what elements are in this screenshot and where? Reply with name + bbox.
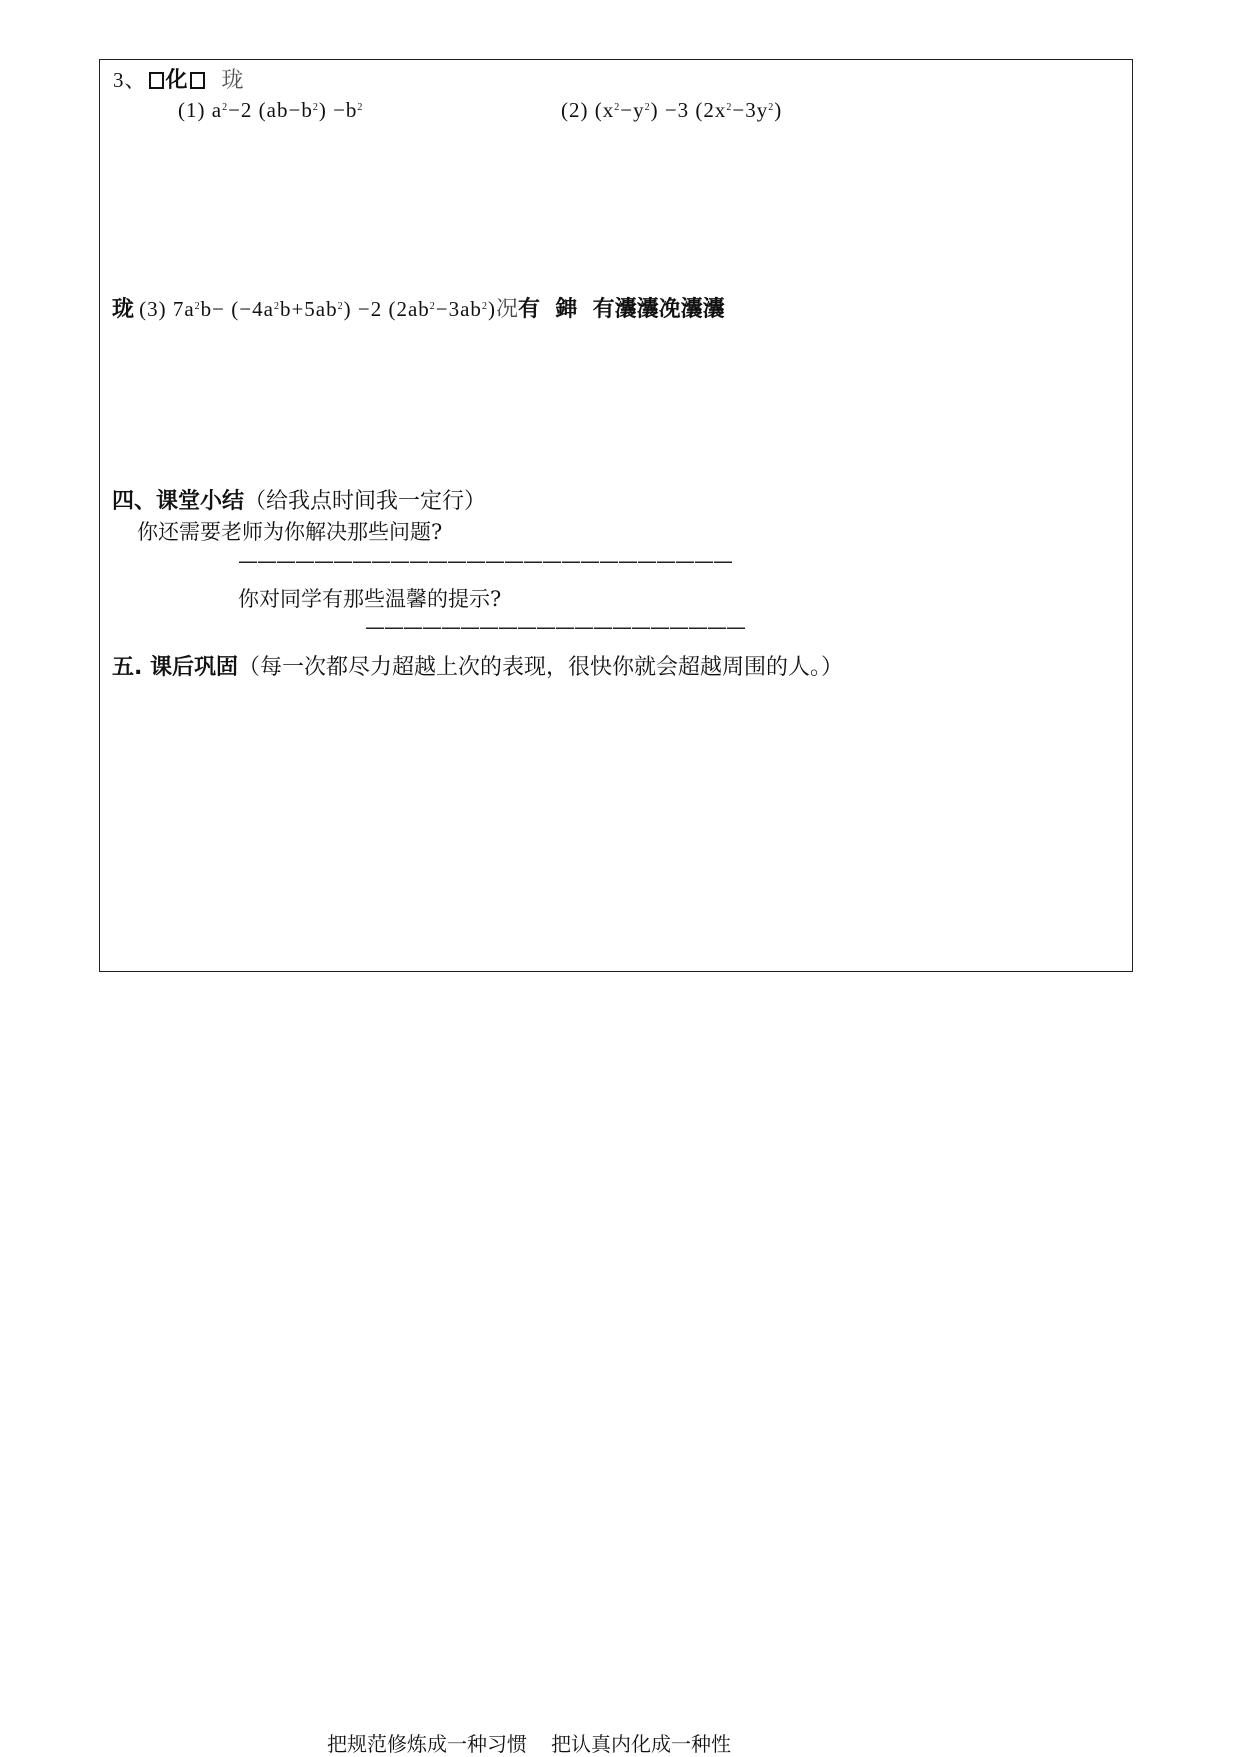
answer-line-2: ———————————————————— (365, 615, 745, 639)
p3-exp: 2 (337, 301, 344, 312)
p3-mid2: b+5ab (279, 297, 338, 321)
p2-mid2: ) −3 (2x (650, 98, 727, 122)
section5-note: （每一次都尽力超越上次的表现，很快你就会超越周围的人。） (238, 655, 844, 680)
p1-prefix: (1) a (178, 98, 223, 122)
p3-exp: 2 (481, 301, 488, 312)
p3-exp: 2 (194, 301, 201, 312)
section3-title-mid: 化 (165, 68, 188, 93)
p2-exp: 2 (726, 102, 733, 113)
p2-mid3: −3y (732, 98, 769, 122)
p1-mid2: ) −b (318, 98, 358, 122)
p3-exp: 2 (273, 301, 280, 312)
p3-lead: 珑 (112, 297, 135, 322)
p2-exp: 2 (614, 102, 621, 113)
p2-exp: 2 (768, 102, 775, 113)
section4-heading-line (112, 484, 486, 515)
p3-exp: 2 (429, 301, 436, 312)
p3-mid3: ) −2 (2ab (343, 297, 430, 321)
section3-heading (113, 63, 244, 94)
p3-expression (139, 297, 496, 321)
p3-mid4: −3ab (435, 297, 482, 321)
p3-tail-light: 况 (495, 297, 518, 322)
p1-exp: 2 (357, 102, 364, 113)
p2-exp: 2 (644, 102, 651, 113)
section3-title-tail: 珑 (221, 68, 244, 93)
section5-heading: 五. 课后巩固 (112, 655, 239, 680)
p1-mid1: −2 (ab−b (228, 98, 313, 122)
section4-note: （给我点时间我一定行） (244, 489, 487, 514)
p2-prefix: (2) (x (561, 98, 615, 122)
p3-prefix: (3) 7a (139, 297, 195, 321)
missing-glyph-box (190, 72, 205, 89)
p3-end: ) (487, 297, 496, 321)
footer-right: 把认真内化成一种性 (551, 1732, 731, 1756)
section4-heading: 四、课堂小结 (112, 489, 245, 514)
p3-tail-bold: 有 鋛 有灢灢凂灢灢 (517, 297, 725, 322)
problem-3 (112, 292, 725, 323)
problem-2 (561, 98, 782, 123)
section4-question-2: 你对同学有那些温馨的提示? (238, 587, 502, 611)
p1-exp: 2 (222, 102, 229, 113)
p2-end: ) (774, 98, 783, 122)
missing-glyph-box (149, 72, 164, 89)
page-footer (327, 1728, 731, 1757)
footer-left: 把规范修炼成一种习惯 (327, 1732, 527, 1756)
problem-1 (178, 98, 363, 123)
answer-line-1: —————————————————————————— (238, 549, 732, 573)
section5-heading-line (112, 650, 843, 681)
section4-question-1: 你还需要老师为你解决那些问题? (137, 520, 443, 544)
p2-mid1: −y (620, 98, 645, 122)
p1-exp: 2 (312, 102, 319, 113)
section3-number: 3、 (113, 68, 147, 92)
p3-mid1: b− (−4a (200, 297, 274, 321)
